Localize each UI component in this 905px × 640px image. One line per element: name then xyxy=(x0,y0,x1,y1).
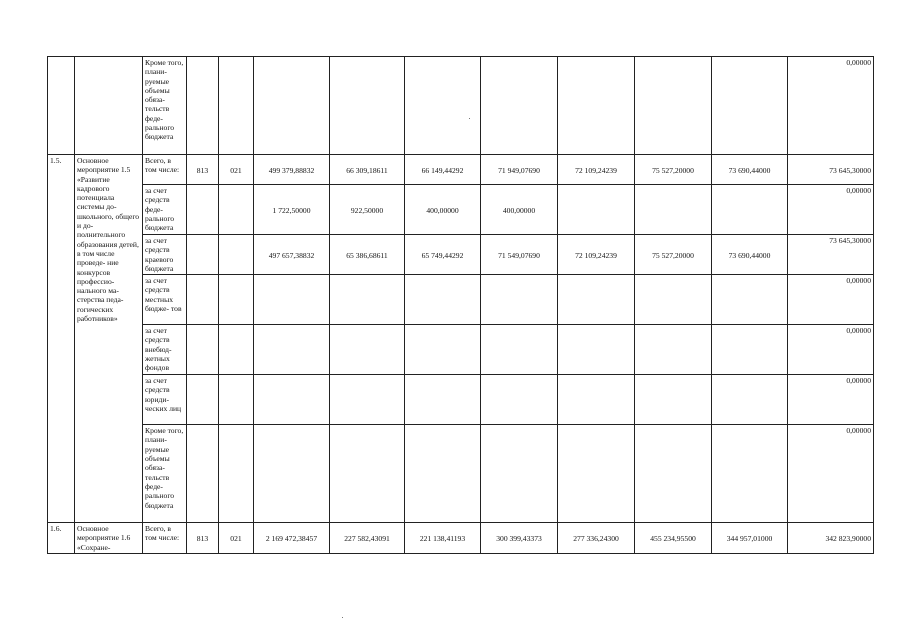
cell-value xyxy=(330,275,405,325)
cell-code xyxy=(187,185,219,235)
cell-value xyxy=(254,275,330,325)
cell-code xyxy=(219,325,254,375)
cell-value: 499 379,88832 xyxy=(254,155,330,185)
cell-value xyxy=(558,275,635,325)
cell-value: 73 690,44000 xyxy=(712,155,788,185)
cell-value: 0,00000 xyxy=(788,275,874,325)
cell-code: 813 xyxy=(187,155,219,185)
table-row xyxy=(48,275,874,325)
cell-source: за счет средств внебюд- жетных фондов xyxy=(143,325,187,375)
activity-name: Основное мероприятие 1.5 «Развитие кадрового потенциала системы до- школьного, общего и до- полнительного образования детей, в том числе проведе- ние конкурсов профессио- нального ма- стерства педа- гогических работников» xyxy=(75,155,143,523)
cell-value xyxy=(635,275,712,325)
cell-value: 66 149,44292 xyxy=(405,155,481,185)
cell-value: 277 336,24300 xyxy=(558,523,635,554)
cell-value xyxy=(481,325,558,375)
cell-value xyxy=(481,275,558,325)
cell-value: 0,00000 xyxy=(788,57,874,155)
cell-source: Всего, в том числе: xyxy=(143,155,187,185)
cell-code xyxy=(187,275,219,325)
cell-code: 021 xyxy=(219,155,254,185)
cell-value: 2 169 472,38457 xyxy=(254,523,330,554)
cell-value: 0,00000 xyxy=(788,375,874,425)
cell-value: 497 657,38832 xyxy=(254,235,330,275)
cell-code xyxy=(219,275,254,325)
cell-value xyxy=(481,57,558,155)
cell-value: 221 138,41193 xyxy=(405,523,481,554)
cell-value: 0,00000 xyxy=(788,325,874,375)
cell-value: 65 749,44292 xyxy=(405,235,481,275)
budget-table xyxy=(47,56,874,554)
cell-code xyxy=(219,425,254,523)
cell-value: 0,00000 xyxy=(788,425,874,523)
table-row xyxy=(48,57,874,155)
cell-value xyxy=(635,425,712,523)
cell-source: Кроме того, плани- руемые объемы обяза- тельств феде- рального бюджета xyxy=(143,57,187,155)
cell-code xyxy=(187,57,219,155)
cell-value: 300 399,43373 xyxy=(481,523,558,554)
cell-source: за счет средств местных бюдже- тов xyxy=(143,275,187,325)
cell-value xyxy=(558,185,635,235)
scan-speck xyxy=(342,617,343,618)
cell-source: Кроме того, плани- руемые объемы обяза- тельств феде- рального бюджета xyxy=(143,425,187,523)
cell-source: за счет средств краевого бюджета xyxy=(143,235,187,275)
cell-value: 72 109,24239 xyxy=(558,155,635,185)
cell-code xyxy=(219,235,254,275)
cell-value: 400,00000 xyxy=(405,185,481,235)
cell-value xyxy=(405,57,481,155)
cell-value xyxy=(330,375,405,425)
cell-value xyxy=(635,57,712,155)
cell-source: Всего, в том числе: xyxy=(143,523,187,554)
cell-value xyxy=(635,325,712,375)
cell-value: 71 949,07690 xyxy=(481,155,558,185)
cell-value: 1 722,50000 xyxy=(254,185,330,235)
cell-value: 227 582,43091 xyxy=(330,523,405,554)
cell-name xyxy=(75,57,143,155)
row-number: 1.5. xyxy=(48,155,75,523)
cell-code xyxy=(219,375,254,425)
cell-value xyxy=(712,375,788,425)
cell-value xyxy=(712,275,788,325)
cell-code xyxy=(187,235,219,275)
cell-value xyxy=(558,425,635,523)
cell-code: 813 xyxy=(187,523,219,554)
cell-value xyxy=(254,325,330,375)
cell-code xyxy=(219,185,254,235)
cell-value: 75 527,20000 xyxy=(635,155,712,185)
cell-value: 342 823,90000 xyxy=(788,523,874,554)
cell-value xyxy=(330,425,405,523)
row-number: 1.6. xyxy=(48,523,75,554)
table-row xyxy=(48,325,874,375)
table-row xyxy=(48,155,874,185)
cell-value xyxy=(635,375,712,425)
cell-value: 922,50000 xyxy=(330,185,405,235)
cell-value: 66 309,18611 xyxy=(330,155,405,185)
cell-value: 71 549,07690 xyxy=(481,235,558,275)
cell-value: 0,00000 xyxy=(788,185,874,235)
cell-code xyxy=(187,375,219,425)
cell-source: за счет средств юриди- ческих лиц xyxy=(143,375,187,425)
cell-value xyxy=(254,425,330,523)
cell-value xyxy=(712,325,788,375)
cell-value xyxy=(254,375,330,425)
cell-value: 73 645,30000 xyxy=(788,235,874,275)
cell-value: 75 527,20000 xyxy=(635,235,712,275)
table-row xyxy=(48,235,874,275)
cell-value xyxy=(712,57,788,155)
cell-no xyxy=(48,57,75,155)
cell-value: 72 109,24239 xyxy=(558,235,635,275)
cell-value xyxy=(712,185,788,235)
cell-value: 455 234,95500 xyxy=(635,523,712,554)
cell-code xyxy=(219,57,254,155)
table-row xyxy=(48,425,874,523)
table-row xyxy=(48,375,874,425)
table-row xyxy=(48,523,874,554)
cell-value: 73 645,30000 xyxy=(788,155,874,185)
cell-value xyxy=(405,375,481,425)
cell-value xyxy=(330,57,405,155)
cell-code: 021 xyxy=(219,523,254,554)
cell-value xyxy=(481,375,558,425)
cell-source: за счет средств феде- рального бюджета xyxy=(143,185,187,235)
scan-speck xyxy=(469,118,470,119)
cell-value: 65 386,68611 xyxy=(330,235,405,275)
cell-value xyxy=(712,425,788,523)
cell-code xyxy=(187,325,219,375)
cell-value: 344 957,01000 xyxy=(712,523,788,554)
cell-value xyxy=(330,325,405,375)
cell-value xyxy=(635,185,712,235)
cell-value xyxy=(558,57,635,155)
cell-value xyxy=(405,425,481,523)
cell-value xyxy=(405,275,481,325)
cell-value xyxy=(405,325,481,375)
activity-name: Основное мероприятие 1.6 «Сохране- xyxy=(75,523,143,554)
cell-value xyxy=(481,425,558,523)
cell-value: 73 690,44000 xyxy=(712,235,788,275)
cell-value xyxy=(254,57,330,155)
cell-value: 400,00000 xyxy=(481,185,558,235)
cell-value xyxy=(558,375,635,425)
cell-code xyxy=(187,425,219,523)
cell-value xyxy=(558,325,635,375)
table-row xyxy=(48,185,874,235)
